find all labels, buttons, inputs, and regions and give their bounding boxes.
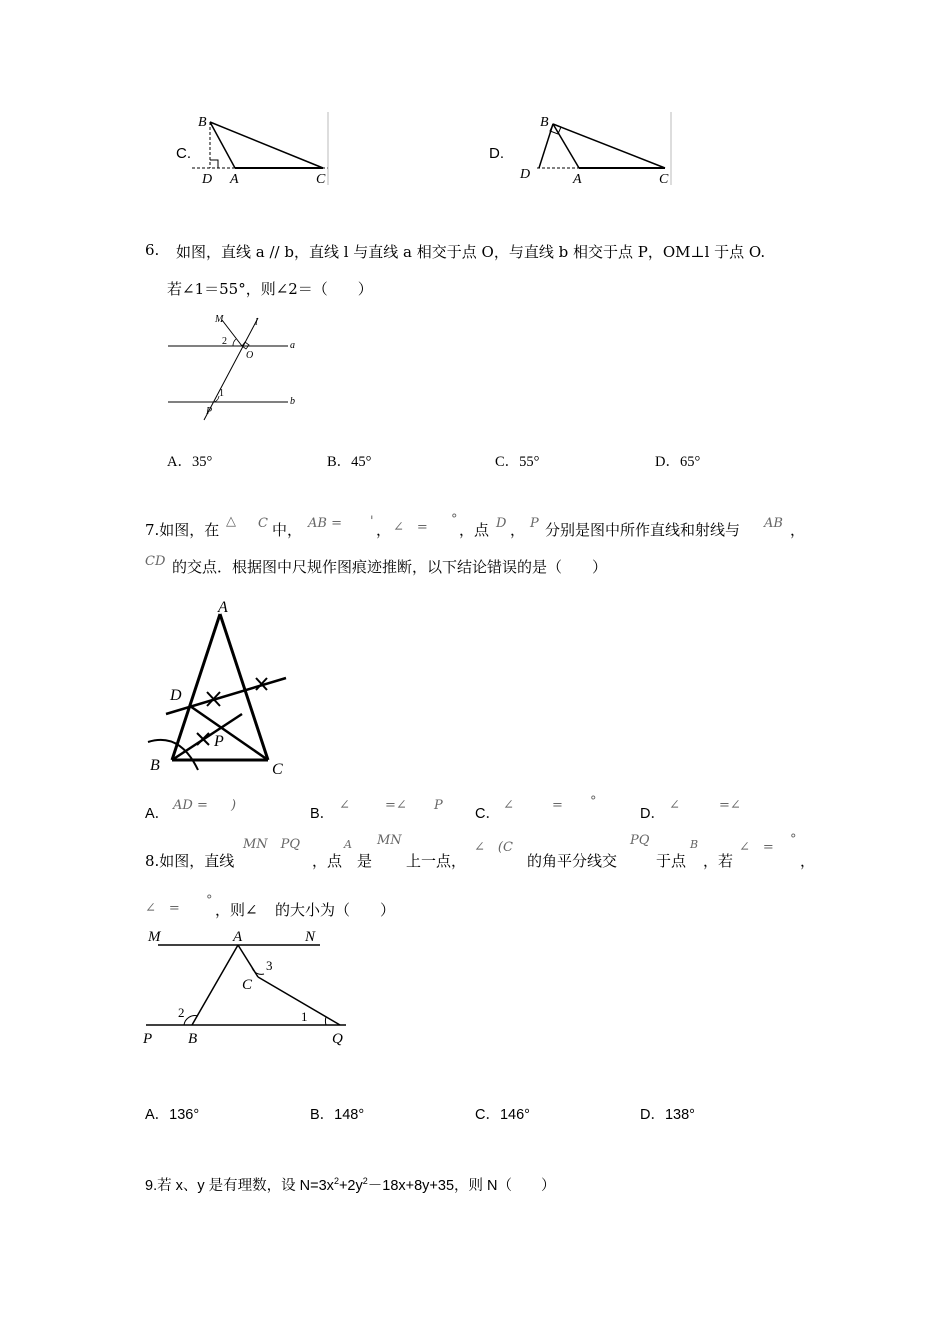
q8-option-c[interactable]: C．146° — [475, 1107, 530, 1123]
q6-option-b[interactable]: B．45° — [327, 454, 372, 470]
q6-number: 6. — [145, 241, 160, 259]
q8-fig-angle3: 3 — [266, 958, 273, 973]
q7-angle-eq: ∠ = — [393, 520, 428, 535]
q7-figure — [140, 592, 310, 782]
q7-option-d-faint1: ∠ — [669, 798, 680, 813]
q8-mn-pq: MN PQ — [243, 837, 301, 852]
q7-zhong: 中， — [272, 521, 303, 539]
q7-label-d: D — [496, 516, 507, 531]
option-d-figure — [517, 110, 677, 188]
q8-line2-text: ，则∠ — [215, 901, 258, 919]
q9-sup2: 2 — [362, 1176, 368, 1187]
q6-line2: 若∠1＝55°，则∠2＝（ ） — [167, 280, 373, 298]
fig-c-label-b: B — [198, 115, 207, 130]
q7-fig-b: B — [150, 757, 160, 774]
q8-angle-c: ∠ (C — [474, 840, 513, 855]
q7-point-text: ，点 — [459, 521, 490, 539]
q7-mid-text: 分别是图中所作直线和射线与 — [545, 521, 741, 539]
q8-deg: ° — [790, 832, 797, 847]
q8-mn-faint: MN — [377, 833, 402, 848]
q8-pq-faint: PQ — [630, 833, 650, 848]
q7-option-c-faint1: ∠ — [503, 798, 514, 813]
q8-point-text: ，点 — [312, 852, 343, 870]
q6-option-a[interactable]: A．35° — [167, 454, 213, 470]
q7-tick: ' — [370, 514, 374, 529]
option-c-label: C. — [176, 145, 191, 162]
q6-option-d[interactable]: D．65° — [655, 454, 701, 470]
q7-label-cd: CD — [145, 554, 166, 569]
q7-fig-d: D — [170, 687, 182, 704]
q8-fig-p: P — [143, 1031, 153, 1047]
fig-d-label-d: D — [520, 167, 531, 182]
q7-fig-a: A — [218, 599, 228, 616]
q7-option-b-label[interactable]: B． — [310, 806, 335, 822]
q7-option-d-label[interactable]: D． — [640, 806, 665, 822]
fig-c-label-a: A — [230, 172, 239, 187]
q7-option-c-faint3: ° — [590, 794, 597, 809]
q7-line2-text: 的交点．根据图中尺规作图痕迹推断，以下结论错误的是（ ） — [172, 558, 608, 576]
q8-fig-angle1: 1 — [301, 1009, 308, 1024]
q8-bisector: 的角平分线交 — [527, 852, 618, 870]
q9-stem — [145, 1174, 556, 1195]
q6-fig-angle2: 2 — [222, 336, 227, 347]
q8-up-point: 上一点， — [406, 852, 467, 870]
q7-prefix: 7.如图，在 — [145, 521, 220, 539]
q7-option-a-faint: AD = — [173, 798, 208, 813]
q8-figure — [140, 925, 355, 1050]
q8-fig-n: N — [305, 929, 316, 945]
q7-option-d-faint2: =∠ — [719, 798, 741, 813]
q8-angle-cond: ∠ = — [739, 840, 774, 855]
q6-fig-a: a — [290, 340, 295, 351]
q7-option-c-label[interactable]: C． — [475, 806, 500, 822]
option-d-label: D. — [489, 145, 504, 162]
q7-option-b-faint2: =∠ — [385, 798, 407, 813]
q8-line2-angle: ∠ = — [145, 901, 180, 916]
q6-figure — [160, 308, 310, 426]
q7-triangle-symbol: △ — [226, 514, 236, 529]
q8-ruo: ，若 — [703, 852, 734, 870]
q8-option-a[interactable]: A．136° — [145, 1107, 200, 1123]
q7-triangle-c: C — [258, 516, 268, 531]
q8-shi: 是 — [357, 852, 373, 870]
q6-fig-m: M — [215, 314, 224, 325]
q8-a-faint: A — [344, 838, 352, 851]
q6-fig-p: P — [206, 406, 213, 417]
q8-line2-deg: ° — [206, 893, 213, 908]
q7-sep: ， — [510, 521, 526, 539]
q7-option-a-label[interactable]: A． — [145, 806, 170, 822]
fig-c-label-d: D — [202, 172, 213, 187]
fig-d-label-c: C — [659, 172, 669, 187]
q7-option-b-faint3: P — [434, 798, 443, 813]
q6-fig-o: O — [246, 350, 254, 361]
q8-fig-angle2: 2 — [178, 1005, 185, 1020]
q9-text-a: 9.若 x、y 是有理数，设 N=3x — [145, 1178, 334, 1194]
q7-fig-p: P — [214, 733, 224, 750]
q8-b-faint: B — [690, 838, 699, 851]
q8-fig-a: A — [233, 929, 243, 945]
q8-yudian: 于点 — [656, 852, 687, 870]
q6-line1: 如图，直线 a // b，直线 l 与直线 a 相交于点 O，与直线 b 相交于点 P，OM⊥l 于点 O. — [176, 243, 766, 261]
q7-label-ab: AB — [764, 516, 783, 531]
q8-option-b[interactable]: B．148° — [310, 1107, 365, 1123]
q8-prefix: 8.如图，直线 — [145, 852, 235, 870]
q6-option-c[interactable]: C．55° — [495, 454, 540, 470]
q8-fig-q: Q — [332, 1031, 343, 1047]
q7-fig-c: C — [272, 761, 283, 778]
q8-fig-b: B — [188, 1031, 198, 1047]
q7-comma: ， — [376, 521, 392, 539]
q8-line2-end: 的大小为（ ） — [275, 901, 396, 919]
q6-fig-b: b — [290, 396, 295, 407]
q6-fig-l: l — [255, 317, 258, 328]
q7-degree: ° — [451, 512, 458, 527]
q6-fig-angle1: 1 — [219, 388, 224, 399]
q7-option-b-faint1: ∠ — [339, 798, 350, 813]
fig-c-label-c: C — [316, 172, 326, 187]
q7-option-c-faint2: = — [552, 798, 563, 813]
q8-fig-c: C — [242, 977, 253, 993]
q9-text-c: －18x+8y+35，则 N（ ） — [367, 1178, 556, 1194]
q9-text-b: +2y — [338, 1178, 363, 1194]
q7-ab-eq: AB = — [308, 516, 342, 531]
option-c-figure — [190, 110, 340, 188]
q9-sup1: 2 — [333, 1176, 339, 1187]
q8-end-comma: ， — [800, 852, 816, 870]
q8-option-d[interactable]: D．138° — [640, 1107, 695, 1123]
fig-d-label-a: A — [573, 172, 582, 187]
q7-option-a-tail: ) — [231, 798, 237, 813]
q8-fig-m: M — [148, 929, 161, 945]
q7-end-comma: ， — [790, 521, 806, 539]
fig-d-label-b: B — [540, 115, 549, 130]
q7-label-p: P — [530, 516, 539, 531]
